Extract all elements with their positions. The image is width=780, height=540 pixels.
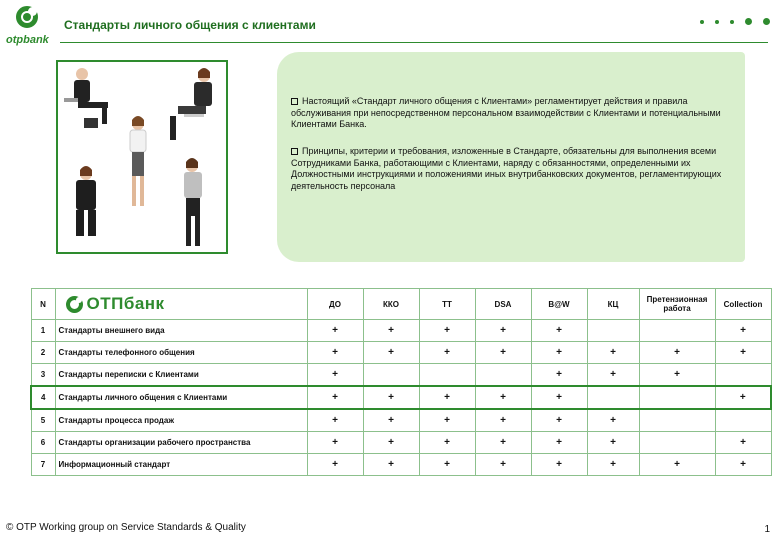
applicability-mark: +	[531, 454, 587, 476]
row-number: 1	[31, 320, 55, 342]
paragraph-2	[291, 146, 731, 192]
table-header-row	[31, 289, 771, 320]
applicability-mark: +	[531, 320, 587, 342]
applicability-mark: +	[419, 320, 475, 342]
applicability-mark: +	[363, 386, 419, 409]
checkbox-bullet-icon	[291, 98, 298, 105]
table-row	[31, 342, 771, 364]
standard-name: Стандарты организации рабочего пространства	[55, 432, 307, 454]
table-row	[31, 409, 771, 432]
applicability-mark: +	[363, 342, 419, 364]
row-number: 3	[31, 364, 55, 387]
staff-illustration	[58, 62, 226, 252]
applicability-mark: +	[587, 432, 639, 454]
applicability-mark: +	[307, 409, 363, 432]
row-number: 2	[31, 342, 55, 364]
standard-name: Стандарты телефонного общения	[55, 342, 307, 364]
page-title: Стандарты личного общения с клиентами	[64, 18, 316, 32]
standard-name: Стандарты внешнего вида	[55, 320, 307, 342]
applicability-mark: +	[475, 454, 531, 476]
otp-logo-text: otpbank	[6, 34, 49, 46]
standards-table	[30, 288, 772, 476]
col-header: DSA	[475, 289, 531, 320]
applicability-mark: +	[419, 454, 475, 476]
staff-photo	[56, 60, 228, 254]
applicability-mark	[715, 409, 771, 432]
applicability-mark: +	[715, 342, 771, 364]
applicability-mark: +	[307, 432, 363, 454]
checkbox-bullet-icon	[291, 148, 298, 155]
applicability-mark: +	[715, 386, 771, 409]
standard-name: Стандарты переписки с Клиентами	[55, 364, 307, 387]
applicability-mark	[639, 386, 715, 409]
applicability-mark: +	[475, 386, 531, 409]
applicability-mark: +	[639, 454, 715, 476]
applicability-mark	[587, 386, 639, 409]
standard-name: Стандарты личного общения с Клиентами	[55, 386, 307, 409]
decorative-dots	[700, 18, 770, 25]
col-header: Collection	[715, 289, 771, 320]
col-header: ДО	[307, 289, 363, 320]
col-header: ККО	[363, 289, 419, 320]
applicability-mark: +	[419, 432, 475, 454]
row-number: 5	[31, 409, 55, 432]
standard-name: Информационный стандарт	[55, 454, 307, 476]
applicability-mark: +	[419, 342, 475, 364]
applicability-mark: +	[475, 432, 531, 454]
row-number: 7	[31, 454, 55, 476]
standard-name: Стандарты процесса продаж	[55, 409, 307, 432]
table-logo-cell	[55, 289, 307, 320]
col-header: КЦ	[587, 289, 639, 320]
col-header: ТТ	[419, 289, 475, 320]
applicability-mark	[363, 364, 419, 387]
otp-logo-ring-icon	[66, 296, 83, 313]
row-number: 4	[31, 386, 55, 409]
applicability-mark: +	[307, 320, 363, 342]
applicability-mark: +	[639, 342, 715, 364]
applicability-mark	[715, 364, 771, 387]
applicability-mark	[639, 432, 715, 454]
applicability-mark: +	[531, 386, 587, 409]
applicability-mark: +	[363, 432, 419, 454]
row-number: 6	[31, 432, 55, 454]
applicability-mark: +	[587, 342, 639, 364]
table-row	[31, 320, 771, 342]
otp-logo	[6, 4, 56, 48]
applicability-mark: +	[587, 409, 639, 432]
applicability-mark	[419, 364, 475, 387]
applicability-mark: +	[715, 454, 771, 476]
applicability-mark: +	[363, 454, 419, 476]
applicability-mark	[475, 364, 531, 387]
applicability-mark: +	[419, 386, 475, 409]
applicability-mark: +	[475, 342, 531, 364]
table-row	[31, 386, 771, 409]
table-row	[31, 364, 771, 387]
applicability-mark: +	[307, 342, 363, 364]
applicability-mark: +	[475, 409, 531, 432]
applicability-mark: +	[307, 364, 363, 387]
table-row	[31, 454, 771, 476]
applicability-mark: +	[475, 320, 531, 342]
applicability-mark: +	[587, 364, 639, 387]
applicability-mark: +	[715, 432, 771, 454]
applicability-mark: +	[307, 386, 363, 409]
applicability-mark: +	[531, 364, 587, 387]
table-row	[31, 432, 771, 454]
col-header: Претензионная работа	[639, 289, 715, 320]
applicability-mark: +	[363, 320, 419, 342]
paragraph-1-text: Настоящий «Стандарт личного общения с Клиентами» регламентирует действия и правила обслуживания при непосредственном персональном взаимодействии с Клиентами и потенциальными Клиентами Банка.	[291, 96, 721, 129]
table-logo-text: ОТПбанк	[86, 294, 165, 313]
applicability-mark: +	[531, 342, 587, 364]
copyright: © OTP Working group on Service Standards & Quality	[6, 522, 246, 533]
paragraph-2-text: Принципы, критерии и требования, изложенные в Стандарте, обязательны для выполнения всеми Сотрудниками Банка, работающими с Клиентами, наряду с обязанностями, определенными их Должностными инструкциями и положениями иных внутрибанковских документов, регламентирующих деятельность персонала	[291, 146, 722, 191]
applicability-mark: +	[639, 364, 715, 387]
applicability-mark: +	[363, 409, 419, 432]
applicability-mark: +	[419, 409, 475, 432]
applicability-mark: +	[307, 454, 363, 476]
paragraph-1	[291, 96, 731, 131]
applicability-mark: +	[587, 454, 639, 476]
applicability-mark	[639, 409, 715, 432]
applicability-mark	[587, 320, 639, 342]
col-header: B@W	[531, 289, 587, 320]
applicability-mark: +	[531, 432, 587, 454]
applicability-mark: +	[531, 409, 587, 432]
applicability-mark	[639, 320, 715, 342]
applicability-mark: +	[715, 320, 771, 342]
col-n-header: N	[31, 289, 55, 320]
header-divider	[60, 42, 768, 43]
page-number: 1	[764, 524, 770, 535]
